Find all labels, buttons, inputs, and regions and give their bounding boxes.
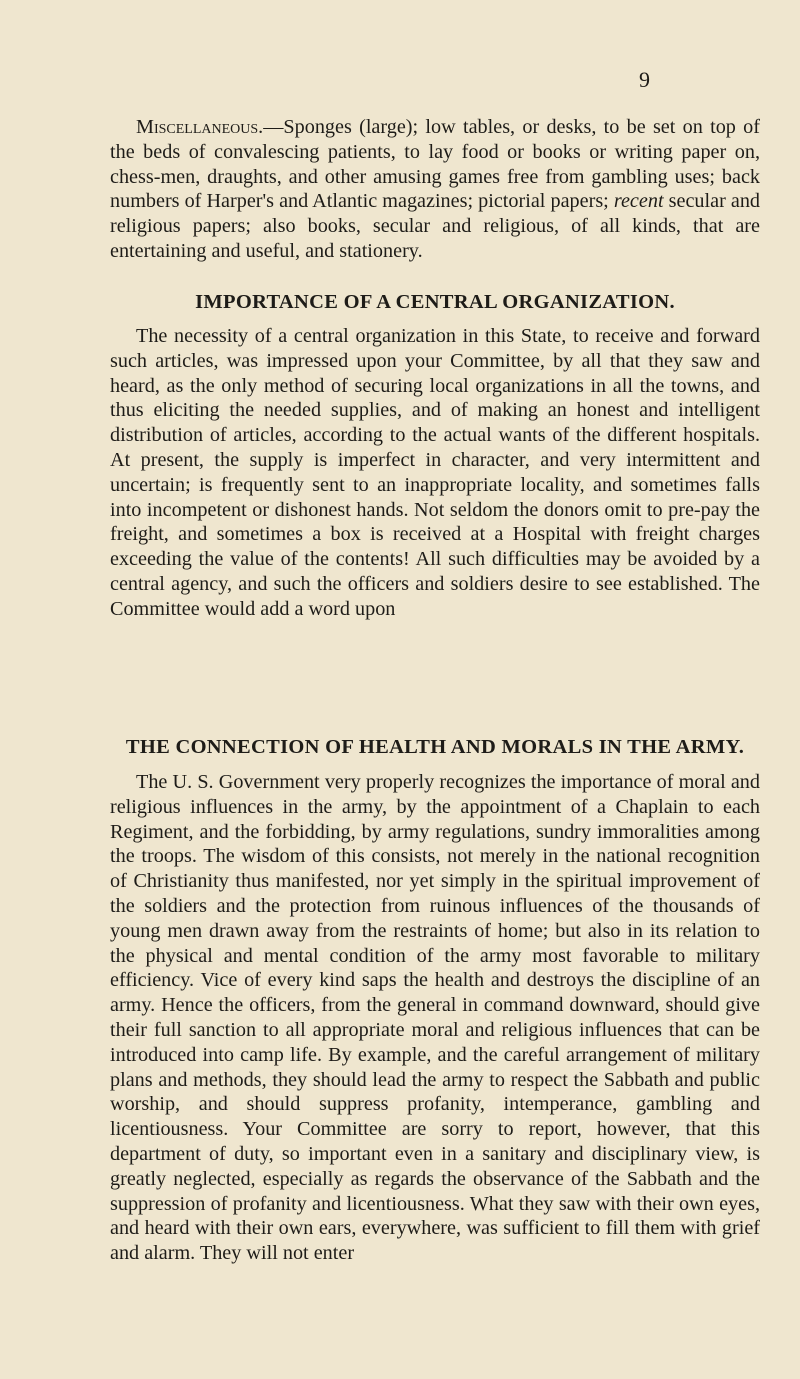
section-heading-health-and-morals: THE CONNECTION OF HEALTH AND MORALS IN THE ARMY. [125,736,745,758]
paragraph-lead: Miscellaneous. [136,116,264,138]
miscellaneous-paragraph [110,115,760,264]
section-heading-central-organization: IMPORTANCE OF A CENTRAL ORGANIZATION. [195,291,675,313]
page-number: 9 [639,67,650,92]
paragraph-text-part2: secular and religious papers; also books, secular and religious, of all kinds, that are entertaining and useful, and stationery. [110,190,761,262]
paragraph-text-part1: —Sponges (large); low tables, or desks, to be set on top of the beds of convalescing patients, to lay food or books or writing paper on, chess-men, draughts, and other amusing games free from gambling uses; back numbers of Harper's and Atlantic magazines; pictorial papers; [110,116,760,213]
emphasized-word: recent [613,190,664,213]
central-organization-paragraph: The necessity of a central organization in this State, to receive and forward such articles, was impressed upon your Committee, by all that they saw and heard, as the only method of securing local organizations in all the towns, and thus eliciting the needed supplies, and of making an honest and intelligent distribution of articles, according to the actual wants of the different hospitals. At present, the supply is imperfect in character, and very intermittent and uncertain; is frequently sent to an inappropriate locality, and sometimes falls into incompetent or dishonest hands. Not seldom the donors omit to pre-pay the freight, and sometimes a box is received at a Hospital with freight charges exceeding the value of the contents! All such difficulties may be avoided by a central agency, and such the officers and soldiers desire to see established. The Committee would add a word upon [110,325,760,620]
health-and-morals-paragraph: The U. S. Government very properly recognizes the importance of moral and religious influences in the army, by the appointment of a Chaplain to each Regiment, and the forbidding, by army regulations, sundry immoralities among the troops. The wisdom of this consists, not merely in the national recognition of Christianity thus manifested, nor yet simply in the spiritual improvement of the soldiers and the protection from ruinous influences of the thousands of young men drawn away from the restraints of home; but also in its relation to the physical and mental condition of the army most favorable to military efficiency. Vice of every kind saps the health and destroys the discipline of an army. Hence the officers, from the general in command downward, should give their full sanction to all appropriate moral and religious influences that can be introduced into camp life. By example, and the careful arrangement of military plans and methods, they should lead the army to respect the Sabbath and public worship, and should suppress profanity, intemperance, gambling and licentiousness. Your Committee are sorry to report, however, that this department of duty, so important even in a sanitary and disciplinary view, is greatly neglected, especially as regards the observance of the Sabbath and the suppression of profanity and licentiousness. What they saw with their own eyes, and heard with their own ears, everywhere, was sufficient to fill them with grief and alarm. They will not enter [110,771,760,1265]
